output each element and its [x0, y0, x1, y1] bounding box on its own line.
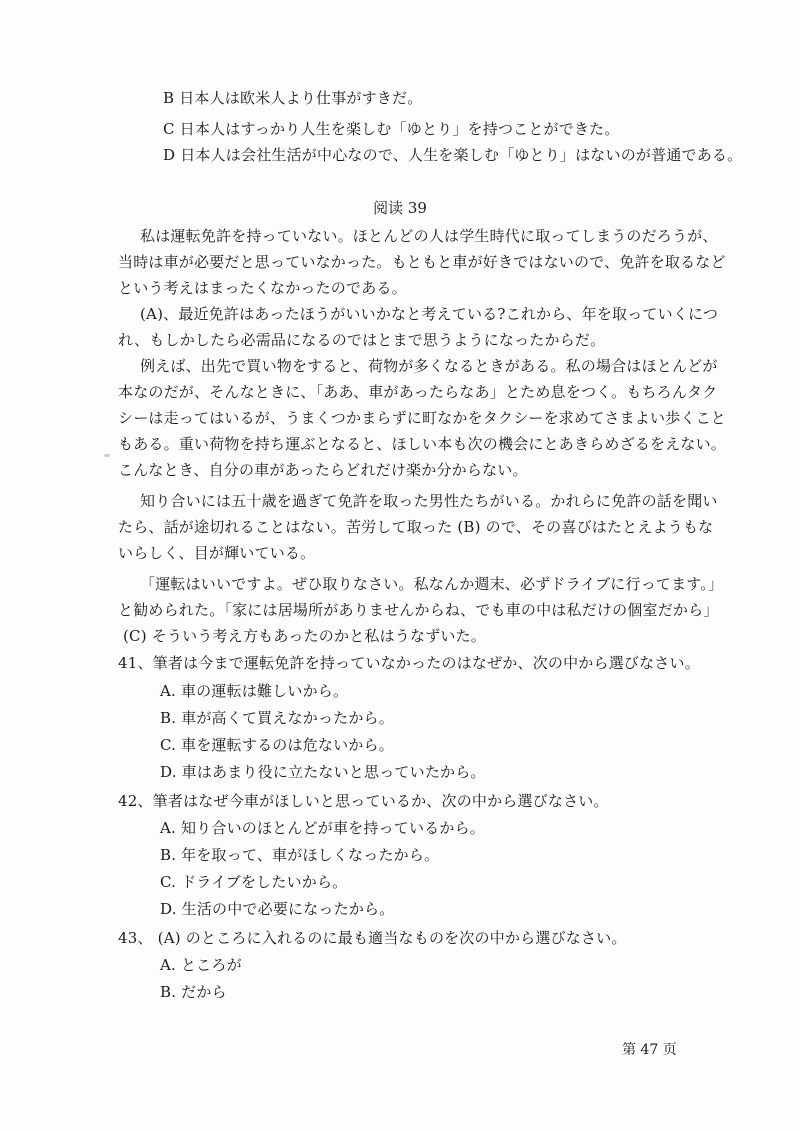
passage-line: という考えはまったくなかったのである。	[118, 279, 407, 297]
question-41: 41、筆者は今まで運転免許を持っていなかったのはなぜか、次の中から選びなさい。	[118, 654, 700, 672]
passage-line: こんなとき、自分の車があったらどれだけ楽か分からない。	[118, 461, 528, 479]
passage-line: もある。重い荷物を持ち運ぶとなると、ほしい本も次の機会にとあきらめざるをえない。	[118, 435, 727, 453]
scan-mark	[104, 454, 110, 457]
q41-option-d: D. 車はあまり役に立たないと思っていたから。	[160, 763, 486, 781]
passage-line: と勧められた。「家には居場所がありませんからね、でも車の中は私だけの個室だから」	[118, 601, 719, 619]
q41-option-a: A. 車の運転は難しいから。	[160, 682, 349, 700]
passage-line: 私は運転免許を持っていない。ほとんどの人は学生時代に取ってしまうのだろうが、	[140, 227, 718, 245]
prev-option-d: D 日本人は会社生活が中心なので、人生を楽しむ「ゆとり」はないのが普通である。	[163, 146, 743, 164]
prev-option-b: B 日本人は欧米人より仕事がすきだ。	[163, 89, 423, 107]
q42-option-b: B. 年を取って、車がほしくなったから。	[160, 846, 440, 864]
q41-option-b: B. 車が高くて買えなかったから。	[160, 709, 394, 727]
q42-option-a: A. 知り合いのほとんどが車を持っているから。	[160, 819, 485, 837]
q43-option-b: B. だから	[160, 983, 227, 1001]
page-number: 第 47 页	[622, 1042, 677, 1058]
passage-line: 本なのだが、そんなときに、「ああ、車があったらなあ」とため息をつく。もちろんタク	[118, 383, 718, 401]
passage-line: 例えば、出先で買い物をすると、荷物が多くなるときがある。私の場合はほとんどが	[140, 357, 718, 375]
passage-line: 「運転はいいですよ。ぜひ取りなさい。私なんか週末、必ずドライブに行ってます。」	[140, 575, 724, 593]
question-43: 43、 (A) のところに入れるのに最も適当なものを次の中から選びなさい。	[118, 929, 627, 947]
passage-line: たら、話が途切れることはない。苦労して取った (B) ので、その喜びはたとえようもな	[118, 518, 714, 536]
q42-option-c: C. ドライブをしたいから。	[160, 873, 348, 891]
passage-line: (C) そういう考え方もあったのかと私はうなずいた。	[123, 627, 487, 645]
q43-option-a: A. ところが	[160, 956, 242, 974]
passage-line: 知り合いには五十歳を過ぎて免許を取った男性たちがいる。かれらに免許の話を聞い	[140, 492, 718, 510]
passage-line: れ、もしかしたら必需品になるのではとまで思うようになったからだ。	[118, 331, 606, 349]
question-42: 42、筆者はなぜ今車がほしいと思っているか、次の中から選びなさい。	[118, 792, 609, 810]
passage-line: シーは走ってはいるが、うまくつかまらずに町なかをタクシーを求めてさまよい歩くこと	[118, 409, 727, 427]
passage-line: いらしく、目が輝いている。	[118, 544, 316, 562]
prev-option-c: C 日本人はすっかり人生を楽しむ「ゆとり」を持つことができた。	[163, 120, 620, 138]
q41-option-c: C. 車を運転するのは危ないから。	[160, 736, 394, 754]
passage-line: 当時は車が必要だと思っていなかった。もともと車が好きではないので、免許を取るなど	[118, 253, 726, 271]
passage-line: (A)、最近免許はあったほうがいいかなと考えている?これから、年を取っていくにつ	[140, 305, 719, 323]
section-title: 阅读 39	[373, 199, 427, 217]
q42-option-d: D. 生活の中で必要になったから。	[160, 900, 395, 918]
